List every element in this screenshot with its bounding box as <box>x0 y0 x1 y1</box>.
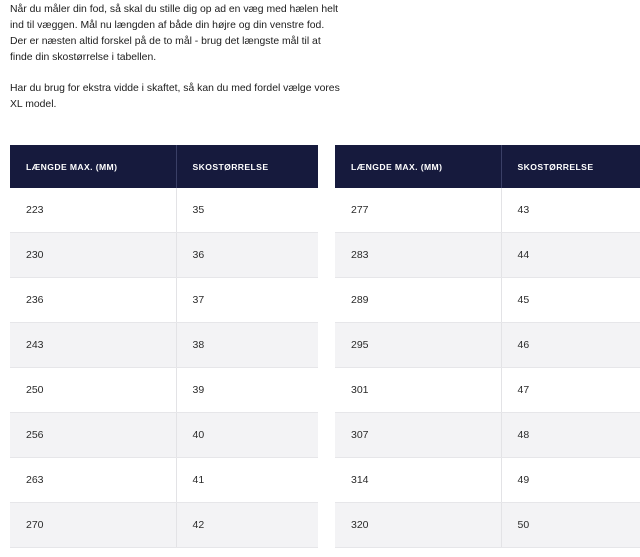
length-cell: 243 <box>10 323 176 368</box>
length-cell: 270 <box>10 503 176 548</box>
size-table-body <box>335 188 640 548</box>
size-cell: 39 <box>176 368 318 413</box>
intro-text <box>10 2 340 128</box>
table-row <box>335 413 640 458</box>
size-cell: 37 <box>176 278 318 323</box>
length-cell: 314 <box>335 458 501 503</box>
size-cell: 47 <box>501 368 640 413</box>
size-cell: 38 <box>176 323 318 368</box>
header-shoe-size: SKOSTØRRELSE <box>176 145 318 188</box>
size-cell: 46 <box>501 323 640 368</box>
size-cell: 45 <box>501 278 640 323</box>
size-cell: 49 <box>501 458 640 503</box>
size-table-right <box>335 145 640 548</box>
header-length-max: LÆNGDE MAX. (MM) <box>10 145 176 188</box>
size-cell: 35 <box>176 188 318 233</box>
length-cell: 223 <box>10 188 176 233</box>
table-row <box>10 278 318 323</box>
length-cell: 289 <box>335 278 501 323</box>
size-cell: 42 <box>176 503 318 548</box>
size-cell: 40 <box>176 413 318 458</box>
size-table-left <box>10 145 318 548</box>
length-cell: 295 <box>335 323 501 368</box>
length-cell: 301 <box>335 368 501 413</box>
length-cell: 236 <box>10 278 176 323</box>
table-row <box>10 233 318 278</box>
table-row <box>10 413 318 458</box>
size-table-header <box>335 145 640 188</box>
size-table-body <box>10 188 318 548</box>
size-table-header <box>10 145 318 188</box>
table-row <box>335 278 640 323</box>
table-row <box>335 458 640 503</box>
size-cell: 44 <box>501 233 640 278</box>
size-cell: 36 <box>176 233 318 278</box>
size-cell: 41 <box>176 458 318 503</box>
table-row <box>10 368 318 413</box>
table-row <box>335 368 640 413</box>
length-cell: 263 <box>10 458 176 503</box>
size-cell: 50 <box>501 503 640 548</box>
header-length-max: LÆNGDE MAX. (MM) <box>335 145 501 188</box>
length-cell: 320 <box>335 503 501 548</box>
table-row <box>335 188 640 233</box>
size-cell: 43 <box>501 188 640 233</box>
length-cell: 307 <box>335 413 501 458</box>
length-cell: 256 <box>10 413 176 458</box>
table-row <box>335 323 640 368</box>
table-row <box>335 233 640 278</box>
length-cell: 277 <box>335 188 501 233</box>
table-row <box>10 188 318 233</box>
length-cell: 230 <box>10 233 176 278</box>
intro-paragraph-xl: Har du brug for ekstra vidde i skaftet, så kan du med fordel vælge vores XL model. <box>10 83 340 110</box>
length-cell: 283 <box>335 233 501 278</box>
header-shoe-size: SKOSTØRRELSE <box>501 145 640 188</box>
size-cell: 48 <box>501 413 640 458</box>
length-cell: 250 <box>10 368 176 413</box>
table-row <box>335 503 640 548</box>
intro-paragraph-measure: Når du måler din fod, så skal du stille dig op ad en væg med hælen helt ind til væggen. Mål nu længden af både din højre og din venstre fod. Der er næsten altid forskel på de to mål - brug det længste mål til at finde din skostørrelse i tabellen. <box>10 4 339 63</box>
table-row <box>10 323 318 368</box>
table-row <box>10 458 318 503</box>
table-row <box>10 503 318 548</box>
